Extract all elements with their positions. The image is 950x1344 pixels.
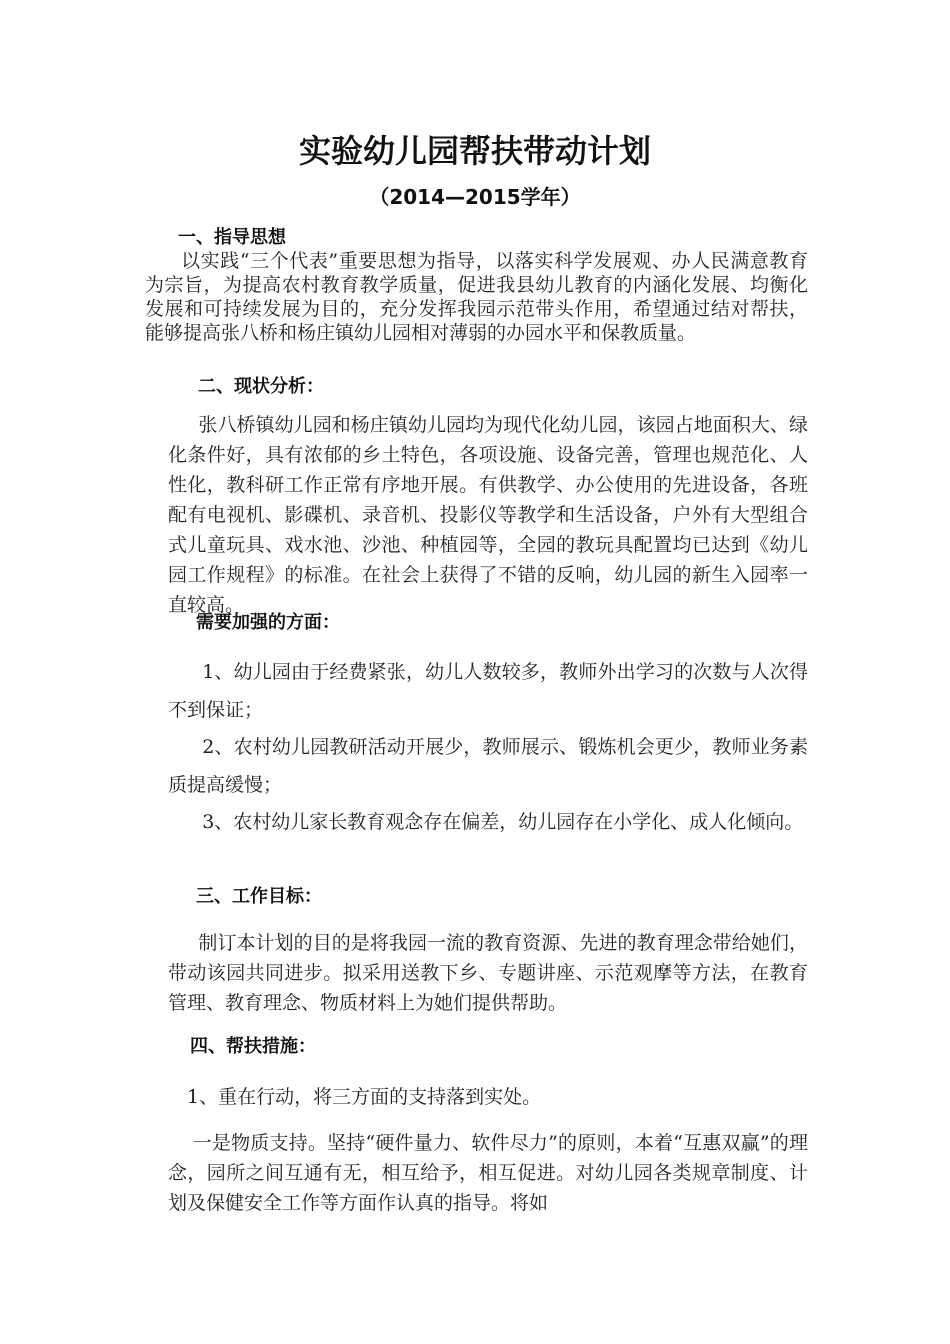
section-heading-status-analysis: 二、现状分析： <box>198 376 324 397</box>
paragraph-support-measures-1: 1、重在行动，将三方面的支持落到实处。 <box>187 1086 542 1108</box>
list-item-improvement-3: 3、农村幼儿家长教育观念存在偏差，幼儿园存在小学化、成人化倾向。 <box>202 811 804 833</box>
paragraph-support-measures-2: 一是物质支持。坚持“硬件量力、软件尽力”的原则，本着“互惠双赢”的理念，园所之间互通有无，相互给予，相互促进。对幼儿园各类规章制度、计划及保健安全工作等方面作认真的指导。将如 <box>168 1132 808 1214</box>
section-heading-guiding-ideology: 一、指导思想 <box>178 227 286 248</box>
paragraph-work-goals: 制订本计划的目的是将我园一流的教育资源、先进的教育理念带给她们，带动该园共同进步。拟采用送教下乡、专题讲座、示范观摩等方法，在教育管理、教育理念、物质材料上为她们提供帮助。 <box>168 932 808 1014</box>
paragraph-status-analysis-line1 <box>168 410 808 620</box>
section-heading-support-measures: 四、帮扶措施： <box>190 1036 316 1057</box>
paragraph-status-analysis: 张八桥镇幼儿园和杨庄镇幼儿园均为现代化幼儿园，该园占地面积大、绿化条件好，具有浓郁的乡土特色，各项设施、设备完善，管理也规范化、人性化，教科研工作正常有序地开展。有供教学、办公使用的先进设备，各班配有电视机、影碟机、录音机、投影仪等教学和生活设备，户外有大型组合式儿童玩具、戏水池、沙池、种植园等，全园的教玩具配置均已达到《幼儿园工作规程》的标准。在社会上获得了不错的反响，幼儿园的新生入园率一直较高。 <box>168 414 808 616</box>
list-item-improvement-1: 1、幼儿园由于经费紧张，幼儿人数较多，教师外出学习的次数与人次得不到保证； <box>168 661 808 721</box>
subheading-needs-improvement: 需要加强的方面： <box>196 612 340 633</box>
section-heading-work-goals: 三、工作目标： <box>196 886 322 907</box>
list-item-improvement-2: 2、农村幼儿园教研活动开展少，教师展示、锻炼机会更少，教师业务素质提高缓慢； <box>168 736 808 796</box>
paragraph-guiding-ideology: 以实践“三个代表”重要思想为指导，以落实科学发展观、办人民满意教育为宗旨，为提高农村教育教学质量，促进我县幼儿教育的内涵化发展、均衡化发展和可持续发展为目的，充分发挥我园示范带头作用，希望通过结对帮扶，能够提高张八桥和杨庄镇幼儿园相对薄弱的办园水平和保教质量。 <box>145 250 808 344</box>
document-title: 实验幼儿园帮扶带动计划 <box>298 132 651 170</box>
document-subtitle: （2014—2015学年） <box>369 185 581 209</box>
